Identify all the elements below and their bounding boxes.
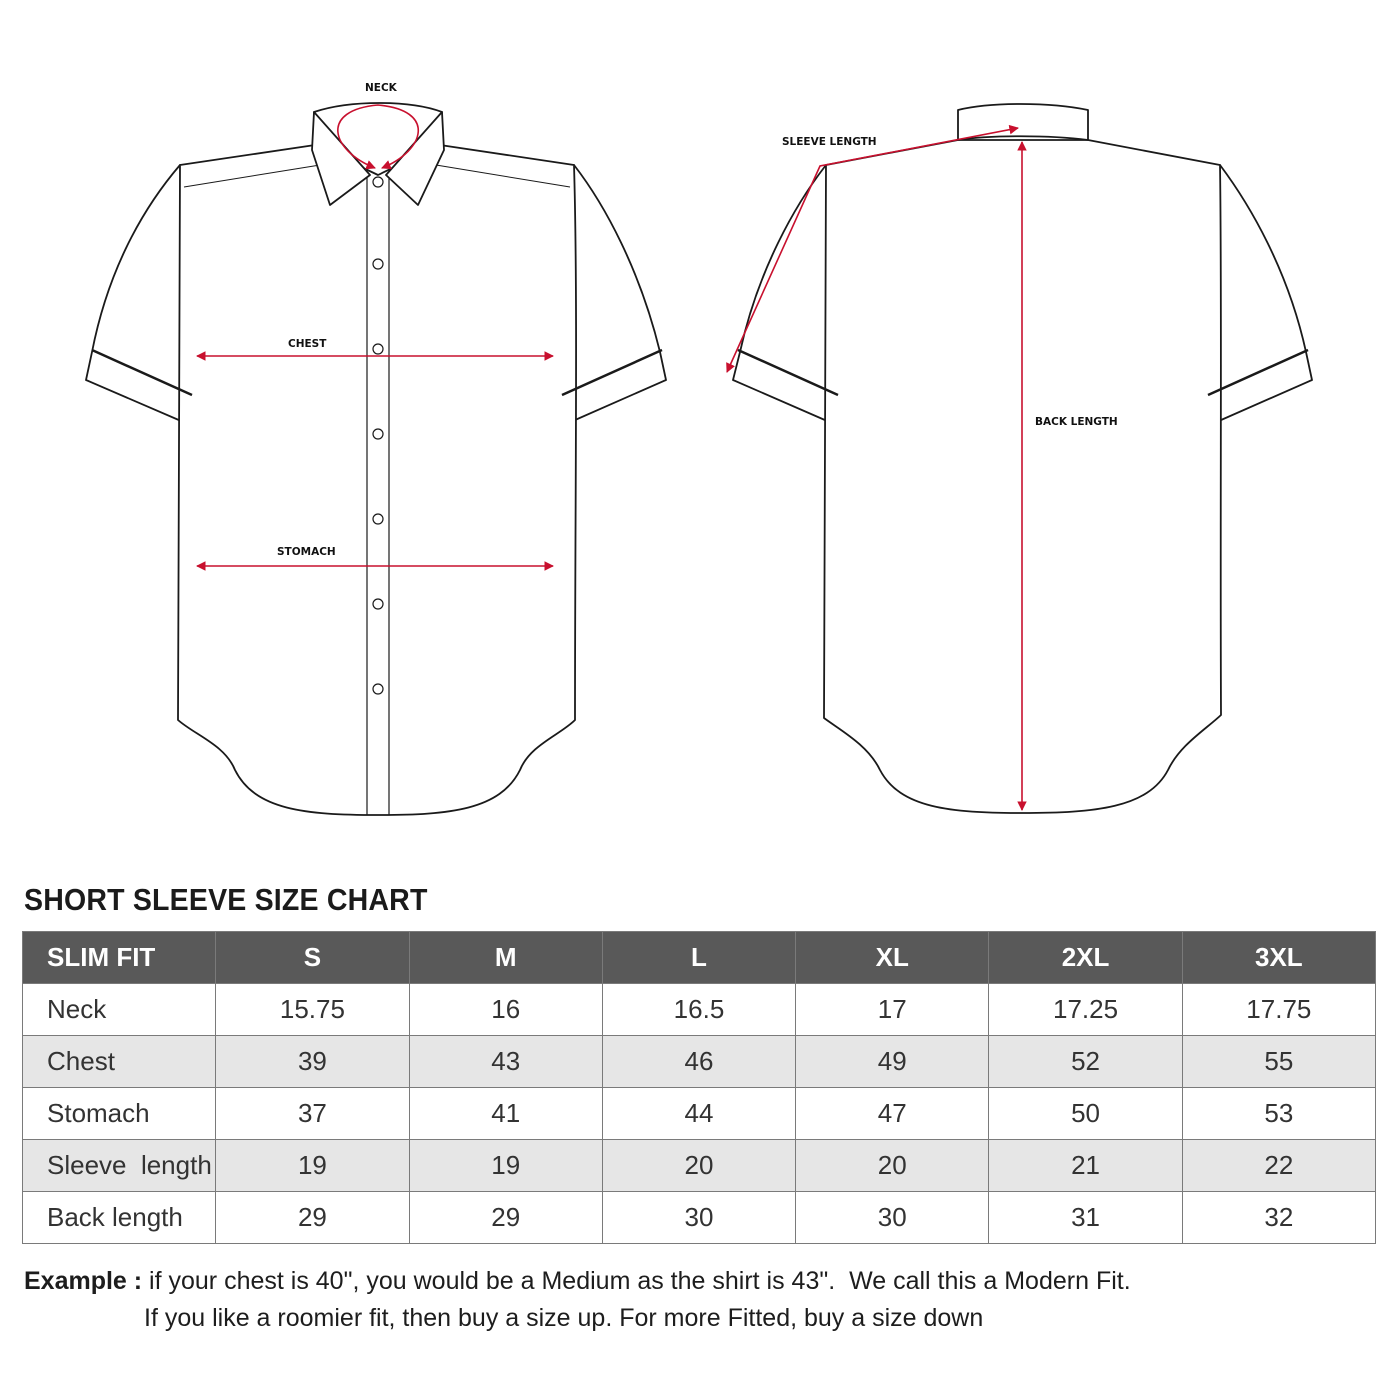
table-cell: 46 [602,1036,795,1088]
table-cell: 20 [602,1140,795,1192]
size-chart-title: SHORT SLEEVE SIZE CHART [24,882,428,917]
example-note [24,1263,1131,1337]
table-cell: 19 [409,1140,602,1192]
stomach-label: STOMACH [277,546,336,558]
neck-label: NECK [365,82,397,94]
table-cell: 21 [989,1140,1182,1192]
table-cell: 55 [1182,1036,1375,1088]
button-icon [373,177,383,187]
table-cell: 16.5 [602,984,795,1036]
table-cell: 44 [602,1088,795,1140]
front-right-sleeve [562,165,666,424]
table-cell: 29 [216,1192,409,1244]
table-cell: 16 [409,984,602,1036]
button-icon [373,259,383,269]
table-cell: 22 [1182,1140,1375,1192]
front-left-sleeve [86,165,192,424]
table-cell: 43 [409,1036,602,1088]
table-cell: 47 [796,1088,989,1140]
example-label: Example : [24,1267,143,1295]
front-body [178,145,576,815]
table-cell: 30 [796,1192,989,1244]
header-cell-size: XL [796,932,989,984]
front-shirt [86,103,666,815]
back-collar [958,104,1088,140]
button-icon [373,429,383,439]
example-line-2: If you like a roomier fit, then buy a size up. For more Fitted, buy a size down [144,1304,984,1332]
table-cell: 50 [989,1088,1182,1140]
table-cell: 41 [409,1088,602,1140]
size-chart-table [22,931,1376,1244]
table-cell: 37 [216,1088,409,1140]
table-cell: 32 [1182,1192,1375,1244]
row-label: Chest [23,1036,216,1088]
back-length-label: BACK LENGTH [1035,416,1118,428]
row-label: Sleeve length [23,1140,216,1192]
table-row [23,1036,1376,1088]
header-cell-size: S [216,932,409,984]
table-cell: 39 [216,1036,409,1088]
table-cell: 29 [409,1192,602,1244]
table-row [23,1140,1376,1192]
row-label: Stomach [23,1088,216,1140]
table-cell: 52 [989,1036,1182,1088]
table-cell: 15.75 [216,984,409,1036]
table-cell: 53 [1182,1088,1375,1140]
table-cell: 19 [216,1140,409,1192]
table-cell: 20 [796,1140,989,1192]
table-cell: 17.25 [989,984,1182,1036]
chest-label: CHEST [288,338,327,350]
header-cell-size: L [602,932,795,984]
example-line-1: if your chest is 40", you would be a Medium as the shirt is 43". We call this a Modern Fit. [142,1267,1131,1295]
button-icon [373,684,383,694]
button-icon [373,599,383,609]
button-icon [373,344,383,354]
sleeve-length-label: SLEEVE LENGTH [782,136,877,148]
back-left-sleeve [733,165,838,424]
header-cell-size: M [409,932,602,984]
table-row [23,1088,1376,1140]
back-right-sleeve [1208,165,1312,424]
table-header-row [23,932,1376,984]
header-cell-size: 2XL [989,932,1182,984]
table-row [23,984,1376,1036]
table-cell: 17 [796,984,989,1036]
table-cell: 17.75 [1182,984,1375,1036]
row-label: Back length [23,1192,216,1244]
header-cell-fit: SLIM FIT [23,932,216,984]
header-cell-size: 3XL [1182,932,1375,984]
row-label: Neck [23,984,216,1036]
button-icon [373,514,383,524]
table-cell: 31 [989,1192,1182,1244]
table-cell: 30 [602,1192,795,1244]
table-cell: 49 [796,1036,989,1088]
table-row [23,1192,1376,1244]
